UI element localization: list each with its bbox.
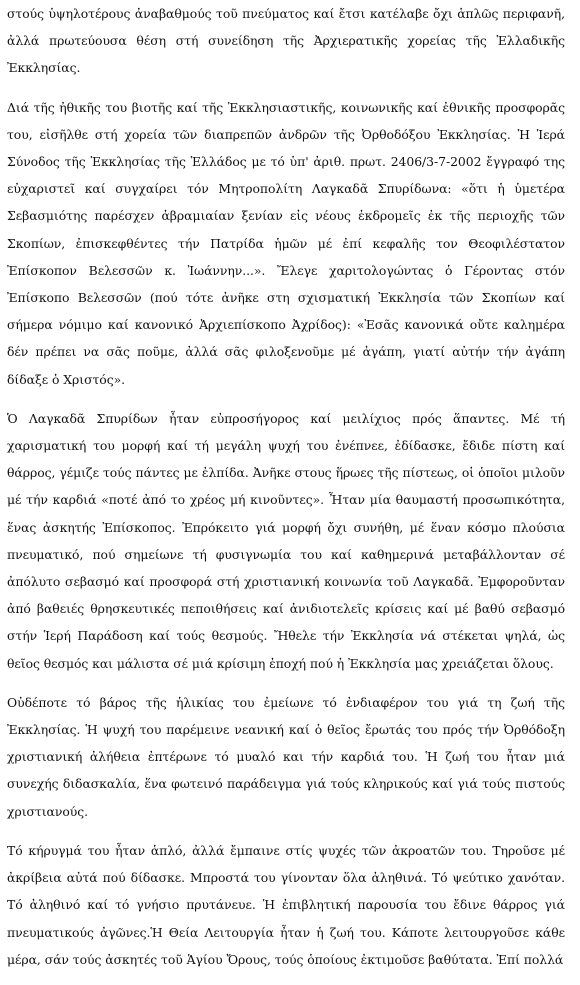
paragraph-2: Διά τῆς ἠθικῆς του βιοτῆς καί τῆς Ἐκκλησιαστικῆς, κοινωνικῆς καί ἐθνικῆς προσφορᾶς του, εἰσῆλθε στή χορεία τῶν διαπρεπῶν ἀνδρῶν τῆς Ὀρθοδόξου Ἐκκλησίας. Ἡ Ἱερά Σύνοδος τῆς Ἐκκλησίας τῆς Ἑλλάδος με τό ὑπ' ἀριθ. πρωτ. 2406/3-7-2002 ἔγγραφό της εὐχαριστεῖ καί συγχαίρει τόν Μητροπολίτη Λαγκαδᾶ Σπυρίδωνα: «ὅτι ἡ ὑμετέρα Σεβασμιότης παρέσχεν ἀβραμιαίαν ξενίαν εἰς νέους ἐκδρομεῖς ἐκ τῆς περιοχῆς τῶν Σκοπίων, ἐπισκεφθέντες τήν Πατρίδα ἡμῶν μέ ἐπί κεφαλῆς τον Θεοφιλέστατον Ἐπίσκοπον Βελεσσῶν κ. Ἰωάννην...». Ἔλεγε χαριτολογώντας ὁ Γέροντας στόν Ἐπίσκοπο Βελεσσῶν (πού τότε ἀνῆκε στη σχισματική Ἐκκλησία τῶν Σκοπίων καί σήμερα νόμιμο καί κανονικό Ἀρχιεπίσκοπο Ἀχρίδος): «Ἐσᾶς κανονικά οὔτε καλημέρα δέν πρέπει να σᾶς ποῦμε, ἀλλά σᾶς φιλοξενοῦμε μέ ἀγάπη, γιατί αὐτήν τήν ἀγάπη δίδαξε ὁ Χριστός». (7, 99, 565, 387)
paragraph-4: Οὐδέποτε τό βάρος τῆς ἡλικίας του ἐμείωνε τό ἐνδιαφέρον του γιά τη ζωή τῆς Ἐκκλησίας. Ἡ ψυχή του παρέμεινε νεανική καί ὁ θεῖος ἔρωτάς του πρός τήν Ὀρθόδοξη χριστιανική ἀλήθεια ἐπτέρωνε τό μυαλό και τήν καρδιά του. Ἡ ζωή του ἦταν μιά συνεχής διδασκαλία, ἕνα φωτεινό παράδειγμα γιά τούς κληρικούς καί γιά τούς πιστούς χριστιανούς. (7, 694, 565, 819)
paragraph-3: Ὁ Λαγκαδᾶ Σπυρίδων ἦταν εὐπροσήγορος καί μειλίχιος πρός ἅπαντες. Μέ τή χαρισματική του μορφή καί τή μεγάλη ψυχή του ἐνέπνεε, ἐδίδασκε, ἔδιδε πίστη καί θάρρος, γέμιζε τούς πάντες με ἐλπίδα. Ἀνῆκε στους ἥρωες τῆς πίστεως, οἱ ὁποῖοι μιλοῦν μέ τήν καρδιά «ποτέ ἀπό το χρέος μή κινοῦντες». Ἦταν μία θαυμαστή προσωπικότητα, ἕνας ἀσκητής Ἐπίσκοπος. Ἐπρόκειτο γιά μορφή ὄχι συνήθη, μέ ἕναν κόσμο πλούσια πνευματικό, πού σημείωνε τή φυσιγνωμία του καί καθημερινά μεταβάλλονταν σέ ἀπόλυτο σεβασμό καί προσφορά στή χριστιανική κοινωνία τοῦ Λαγκαδᾶ. Ἐμφοροῦνταν ἀπό βαθειές θρησκευτικές πεποιθήσεις καί ἀνιδιοτελεῖς κρίσεις καί μέ βαθύ σεβασμό στήν Ἱερή Παράδοση καί τούς θεσμούς. Ἤθελε τήν Ἐκκλησία νά στέκεται ψηλά, ὡς θεῖος θεσμός και μάλιστα σέ μιά κρίσιμη ἐποχή πού ἡ Ἐκκλησία μας χρειάζεται ὅλους. (7, 410, 565, 671)
paragraph-5: Τό κήρυγμά του ἦταν ἁπλό, ἀλλά ἔμπαινε στίς ψυχές τῶν ἀκροατῶν του. Τηροῦσε μέ ἀκρίβεια αὐτά πού δίδασκε. Μπροστά του γίνονταν ὅλα ἀληθινά. Τό ψεύτικο χανόταν. Τό ἀληθινό καί τό γνήσιο πρυτάνευε. Ἡ ἐπιβλητική παρουσία του ἔδινε θάρρος γιά πνευματικούς ἀγῶνες.Ἡ Θεία Λειτουργία ἦταν ἡ ζωή του. Κάποτε λειτουργοῦσε κάθε μέρα, σάν τούς ἀσκητές τοῦ Ἁγίου Ὄρους, τούς ὁποίους ἐκτιμοῦσε βαθύτατα. Ἐπί πολλά (7, 842, 565, 967)
document-page (7, 0, 565, 985)
paragraph-1: στούς ὑψηλοτέρους ἀναβαθμούς τοῦ πνεύματος καί ἔτσι κατέλαβε ὄχι ἁπλῶς περιφανῆ, ἀλλά πρωτεύουσα θέση στή συνείδηση τῆς Ἀρχιερατικῆς χορείας τῆς Ἑλλαδικῆς Ἐκκλησίας. (7, 6, 565, 76)
